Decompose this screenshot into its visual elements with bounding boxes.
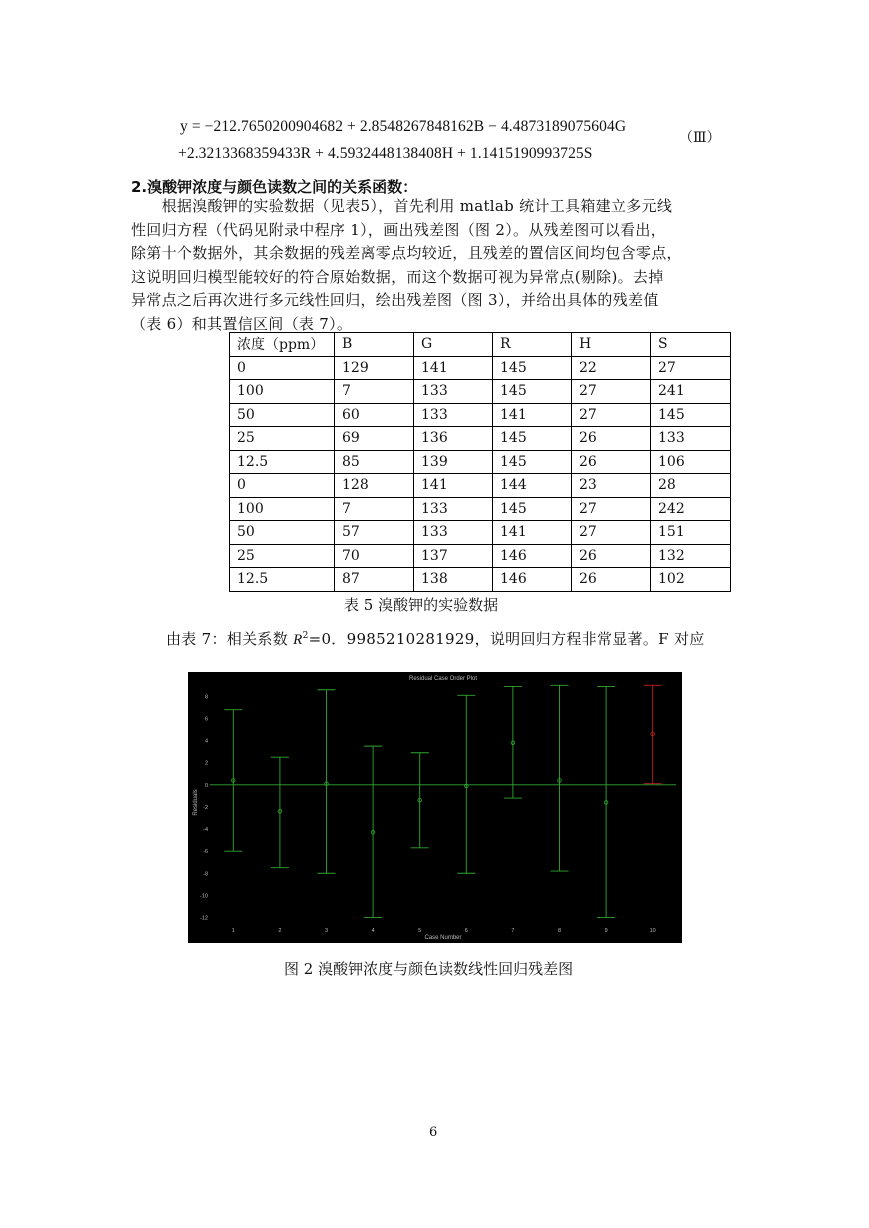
- table-cell: 145: [493, 450, 572, 474]
- table-cell: 146: [493, 568, 572, 592]
- residual-chart-svg: [188, 672, 682, 943]
- table-cell: 12.5: [230, 450, 335, 474]
- y-tick-label: -4: [203, 827, 208, 834]
- table-cell: 7: [335, 380, 414, 404]
- x-tick-label: 3: [324, 928, 329, 934]
- x-tick-label: 5: [418, 928, 422, 934]
- table-header-row: [230, 333, 731, 357]
- y-tick-label: -6: [203, 849, 208, 856]
- table-cell: 141: [414, 474, 493, 498]
- table-cell: 100: [230, 497, 335, 521]
- page-number: 6: [429, 1125, 438, 1140]
- table-cell: 26: [572, 427, 651, 451]
- y-tick-label: 2: [204, 760, 208, 767]
- table-cell: 28: [651, 474, 731, 498]
- table-row: [230, 544, 731, 568]
- y-tick-label: -2: [203, 804, 208, 811]
- table-cell: 141: [414, 356, 493, 380]
- table-cell: 151: [651, 521, 731, 545]
- table-cell: 27: [572, 497, 651, 521]
- chart-title: Residual Case Order Plot: [408, 676, 478, 682]
- table-row: [230, 568, 731, 592]
- table-cell: 133: [414, 403, 493, 427]
- body-paragraph: [131, 195, 682, 336]
- table-cell: 70: [335, 544, 414, 568]
- table-cell: 144: [493, 474, 572, 498]
- table-cell: 26: [572, 544, 651, 568]
- table-cell: 100: [230, 380, 335, 404]
- table-cell: 145: [493, 356, 572, 380]
- table-cell: 27: [572, 380, 651, 404]
- data-table: [229, 332, 731, 592]
- table-cell: 129: [335, 356, 414, 380]
- table-header-cell: H: [572, 333, 651, 357]
- table-cell: 102: [651, 568, 731, 592]
- table-cell: 145: [651, 403, 731, 427]
- table-cell: 137: [414, 544, 493, 568]
- table-cell: 7: [335, 497, 414, 521]
- table-cell: 85: [335, 450, 414, 474]
- table-cell: 27: [651, 356, 731, 380]
- table-header-cell: R: [493, 333, 572, 357]
- table-cell: 57: [335, 521, 414, 545]
- y-tick-label: -10: [200, 893, 208, 900]
- table-cell: 0: [230, 356, 335, 380]
- table-row: [230, 521, 731, 545]
- chart-background: [188, 672, 682, 943]
- correlation-suffix: =0．9985210281929，说明回归方程非常显著。F 对应: [308, 630, 705, 648]
- r-exponent: 2: [302, 631, 309, 641]
- table-cell: 133: [651, 427, 731, 451]
- table-cell: 132: [651, 544, 731, 568]
- table-cell: 22: [572, 356, 651, 380]
- x-axis-label: Case Number: [424, 935, 462, 941]
- x-tick-label: 1: [231, 928, 235, 934]
- x-tick-label: 10: [649, 928, 656, 934]
- y-tick-label: -12: [200, 915, 208, 922]
- y-tick-label: 6: [204, 716, 208, 723]
- paragraph-line: 这说明回归模型能较好的符合原始数据，而这个数据可视为异常点(剔除)。去掉: [131, 267, 664, 286]
- table-cell: 145: [493, 380, 572, 404]
- y-tick-label: 8: [204, 694, 208, 701]
- figure-caption: 图 2 溴酸钾浓度与颜色读数线性回归残差图: [284, 960, 574, 978]
- table-cell: 133: [414, 497, 493, 521]
- paragraph-line: （表 6）和其置信区间（表 7）。: [131, 314, 353, 333]
- table-cell: 138: [414, 568, 493, 592]
- equation-tag: （Ⅲ）: [679, 130, 721, 146]
- paragraph-line: 异常点之后再次进行多元线性回归，绘出残差图（图 3），并给出具体的残差值: [131, 291, 659, 309]
- table-cell: 0: [230, 474, 335, 498]
- y-tick-label: 4: [204, 738, 208, 745]
- table-cell: 106: [651, 450, 731, 474]
- table-cell: 26: [572, 568, 651, 592]
- table-header-cell: G: [414, 333, 493, 357]
- table-cell: 27: [572, 521, 651, 545]
- table-cell: 146: [493, 544, 572, 568]
- table-header-cell: B: [335, 333, 414, 357]
- table-row: [230, 427, 731, 451]
- residual-chart: [188, 672, 682, 943]
- paragraph-line: 性回归方程（代码见附录中程序 1），画出残差图（图 2）。从残差图可以看出，: [131, 220, 667, 239]
- table-cell: 136: [414, 427, 493, 451]
- table-cell: 145: [493, 497, 572, 521]
- table-caption: 表 5 溴酸钾的实验数据: [344, 596, 499, 614]
- table-cell: 69: [335, 427, 414, 451]
- table-cell: 12.5: [230, 568, 335, 592]
- table-cell: 141: [493, 521, 572, 545]
- x-tick-label: 7: [511, 928, 515, 934]
- table-cell: 26: [572, 450, 651, 474]
- table-cell: 50: [230, 521, 335, 545]
- table-row: [230, 497, 731, 521]
- x-tick-label: 8: [557, 928, 562, 934]
- table-cell: 25: [230, 427, 335, 451]
- correlation-sentence: [166, 628, 705, 653]
- table-row: [230, 474, 731, 498]
- table-cell: 128: [335, 474, 414, 498]
- table-row: [230, 380, 731, 404]
- table-row: [230, 403, 731, 427]
- table-cell: 27: [572, 403, 651, 427]
- paragraph-line: 根据溴酸钾的实验数据（见表5），首先利用 matlab 统计工具箱建立多元线: [131, 197, 673, 215]
- table-cell: 50: [230, 403, 335, 427]
- table-row: [230, 450, 731, 474]
- table-cell: 139: [414, 450, 493, 474]
- paragraph-line: 除第十个数据外，其余数据的残差离零点均较近，且残差的置信区间均包含零点，: [131, 244, 682, 262]
- table-cell: 60: [335, 403, 414, 427]
- table-cell: 241: [651, 380, 731, 404]
- r-symbol: R: [293, 632, 303, 648]
- equation-line-1: y = −212.7650200904682 + 2.8548267848162B − 4.4873189075604G: [180, 118, 627, 135]
- table-cell: 23: [572, 474, 651, 498]
- y-tick-label: -8: [203, 871, 208, 878]
- y-tick-label: 0: [204, 782, 208, 789]
- table-cell: 141: [493, 403, 572, 427]
- x-tick-label: 6: [464, 928, 468, 934]
- equation-line-2: +2.3213368359433R + 4.5932448138408H + 1.1415190993725S: [178, 145, 593, 162]
- table-cell: 25: [230, 544, 335, 568]
- correlation-prefix: 由表 7：相关系数: [166, 630, 294, 648]
- table-header-cell: 浓度（ppm）: [230, 333, 335, 357]
- x-tick-label: 9: [604, 928, 608, 934]
- table-cell: 133: [414, 521, 493, 545]
- table-row: [230, 356, 731, 380]
- table-cell: 242: [651, 497, 731, 521]
- x-tick-label: 2: [278, 928, 282, 934]
- table-header-cell: S: [651, 333, 731, 357]
- table-cell: 145: [493, 427, 572, 451]
- table-cell: 133: [414, 380, 493, 404]
- table-cell: 87: [335, 568, 414, 592]
- section-heading: 2.溴酸钾浓度与颜色读数之间的关系函数：: [131, 178, 418, 196]
- y-axis-label: Residuals: [193, 789, 199, 816]
- x-tick-label: 4: [371, 928, 375, 934]
